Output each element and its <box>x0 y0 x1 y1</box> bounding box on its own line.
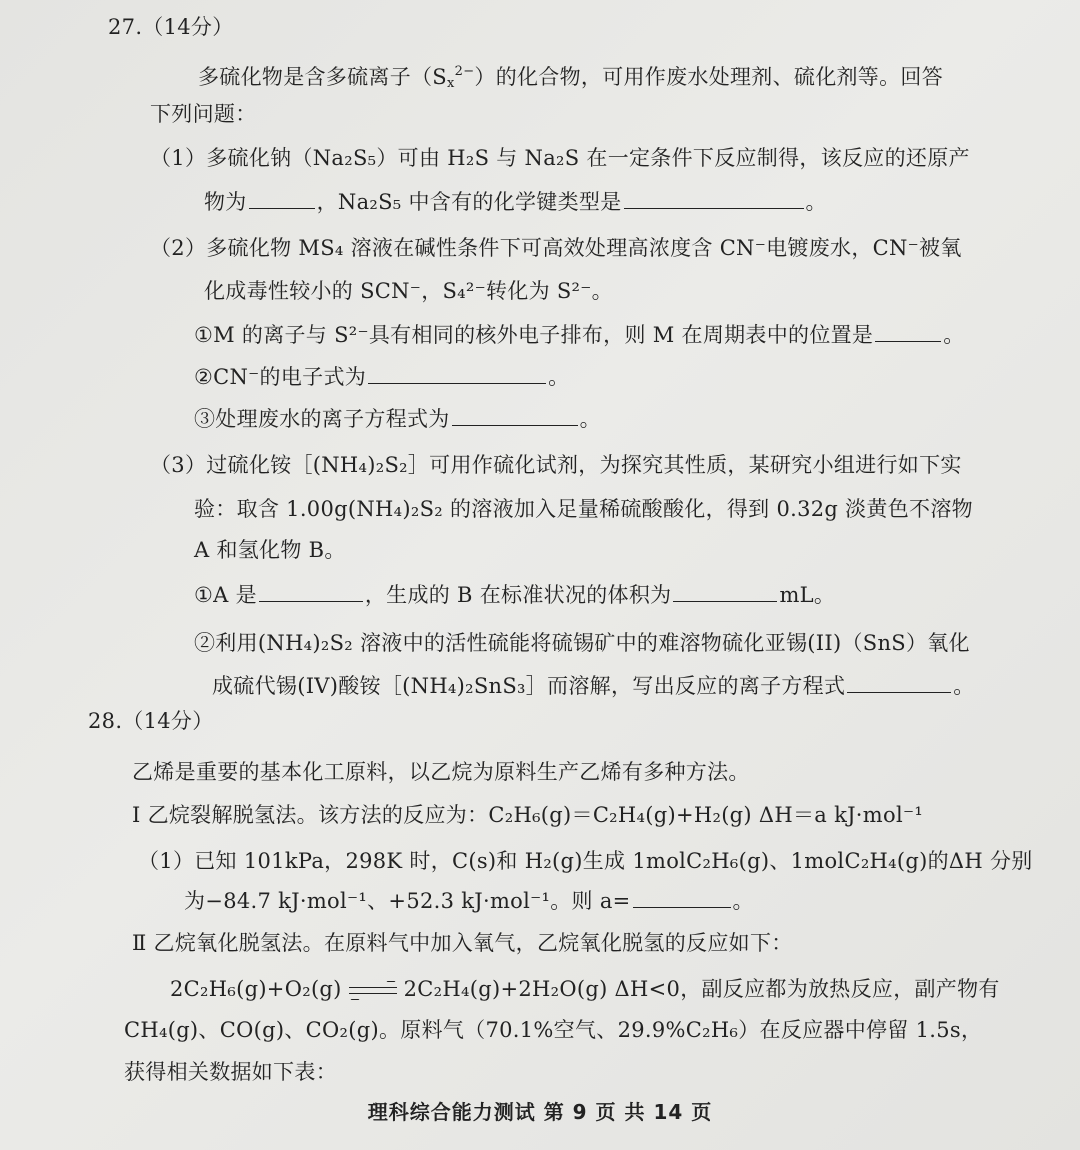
q28-method-1: Ⅰ 乙烷裂解脱氢法。该方法的反应为：C₂H₆(g)＝C₂H₄(g)+H₂(g) ΔH＝a kJ·mol⁻¹ <box>132 803 924 827</box>
answer-blank[interactable] <box>673 600 777 602</box>
answer-blank[interactable] <box>452 424 578 426</box>
answer-blank[interactable] <box>875 340 941 342</box>
q28-method-2: Ⅱ 乙烷氧化脱氢法。在原料气中加入氧气，乙烷氧化脱氢的反应如下： <box>132 931 793 955</box>
q28-heading: 28.（14分） <box>88 709 214 733</box>
q27-part2-item1: ①M 的离子与 S²⁻具有相同的核外电子排布，则 M 在周期表中的位置是 。 <box>194 323 965 347</box>
q27-heading: 27.（14分） <box>108 15 234 39</box>
answer-blank[interactable] <box>368 382 546 384</box>
q27-intro-line2: 下列问题： <box>150 102 257 126</box>
q28-part1-line1: （1）已知 101kPa，298K 时，C(s)和 H₂(g)生成 1molC₂H₆(g)、1molC₂H₄(g)的ΔH 分别 <box>138 849 1033 873</box>
q27-part2-line2: 化成毒性较小的 SCN⁻，S₄²⁻转化为 S²⁻。 <box>204 279 613 303</box>
answer-blank[interactable] <box>259 600 363 602</box>
q27-part3-line3: A 和氢化物 B。 <box>194 538 346 562</box>
q28-intro: 乙烯是重要的基本化工原料，以乙烷为原料生产乙烯有多种方法。 <box>132 760 750 784</box>
page-footer: 理科综合能力测试 第 9 页 共 14 页 <box>367 1100 713 1124</box>
q27-part3-line2: 验：取含 1.00g(NH₄)₂S₂ 的溶液加入足量稀硫酸酸化，得到 0.32g 淡黄色不溶物 <box>194 497 973 521</box>
q27-part1-line2: 物为 ，Na₂S₅ 中含有的化学键类型是 。 <box>204 190 827 214</box>
q27-part2-item2: ②CN⁻的电子式为 。 <box>194 365 570 389</box>
q27-part2-item3: ③处理废水的离子方程式为 。 <box>194 407 601 431</box>
q27-part3-item1: ①A 是 ，生成的 B 在标准状况的体积为 mL。 <box>194 583 836 607</box>
equilibrium-arrow-icon <box>349 984 397 998</box>
answer-blank[interactable] <box>633 906 731 908</box>
q27-part3-line1: （3）过硫化铵［(NH₄)₂S₂］可用作硫化试剂，为探究其性质，某研究小组进行如下实 <box>150 453 962 477</box>
q27-part2-line1: （2）多硫化物 MS₄ 溶液在碱性条件下可高效处理高浓度含 CN⁻电镀废水，CN⁻被氧 <box>150 236 962 260</box>
answer-blank[interactable] <box>847 691 951 693</box>
q28-part1-line2: 为−84.7 kJ·mol⁻¹、+52.3 kJ·mol⁻¹。则 a= 。 <box>184 889 754 913</box>
q28-table-intro: 获得相关数据如下表： <box>124 1060 337 1084</box>
q27-part1-line1: （1）多硫化钠（Na₂S₅）可由 H₂S 与 Na₂S 在一定条件下反应制得，该反应的还原产 <box>150 146 970 170</box>
q28-equation: 2C₂H₆(g)+O₂(g) 2C₂H₄(g)+2H₂O(g) ΔH<0，副反应都为放热反应，副产物有 <box>170 977 1000 1001</box>
q27-intro-line1: 多硫化物是含多硫离子$(Sx^{2-})$的化合物，可用作废水处理剂、硫化剂等。回答 <box>198 64 944 91</box>
q27-part3-item2-line2: 成硫代锡(IV)酸铵［(NH₄)₂SnS₃］而溶解，写出反应的离子方程式 。 <box>212 674 975 698</box>
answer-blank[interactable] <box>249 207 315 209</box>
q27-part3-item2-line1: ②利用(NH₄)₂S₂ 溶液中的活性硫能将硫锡矿中的难溶物硫化亚锡(II)（SnS）氧化 <box>194 631 970 655</box>
q28-byproducts: CH₄(g)、CO(g)、CO₂(g)。原料气（70.1%空气、29.9%C₂H₆）在反应器中停留 1.5s， <box>124 1018 983 1042</box>
answer-blank[interactable] <box>624 207 804 209</box>
